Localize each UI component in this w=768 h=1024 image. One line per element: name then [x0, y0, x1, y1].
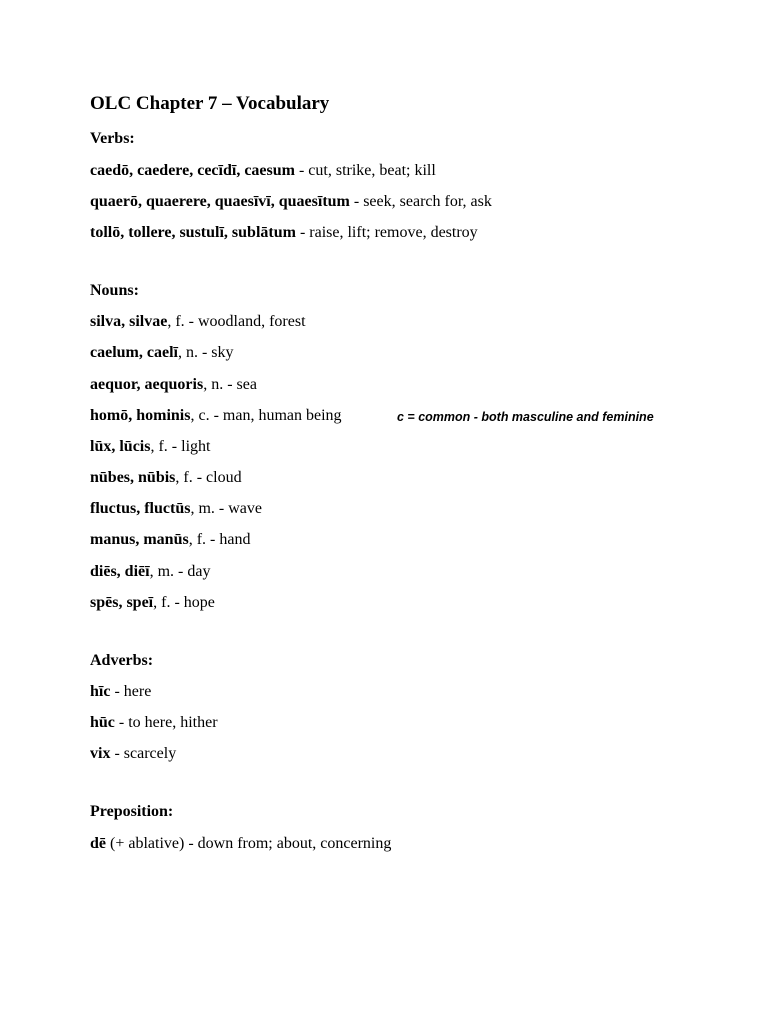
vocab-entry — [90, 530, 250, 550]
vocab-definition: , m. - day — [149, 563, 211, 580]
vocab-entry — [90, 312, 306, 332]
vocab-definition: - scarcely — [110, 745, 177, 762]
vocab-entry — [90, 593, 215, 613]
vocab-entry — [90, 343, 234, 363]
adverbs-heading: Adverbs: — [90, 652, 154, 669]
preposition-heading: Preposition: — [90, 803, 174, 820]
vocab-definition: (+ ablative) - down from; about, concerning — [106, 835, 392, 852]
verbs-heading: Verbs: — [90, 130, 135, 147]
vocab-term: caedō, caedere, cecīdī, caesum — [90, 162, 295, 179]
vocab-term: hīc — [90, 683, 111, 700]
nouns-heading: Nouns: — [90, 282, 139, 299]
vocab-term: spēs, speī — [90, 594, 154, 611]
vocab-definition: - seek, search for, ask — [349, 193, 492, 210]
vocab-entry — [90, 713, 218, 733]
vocab-entry — [90, 192, 492, 212]
page-title: OLC Chapter 7 – Vocabulary — [90, 93, 330, 114]
vocab-term: silva, silvae — [90, 313, 168, 330]
vocab-definition: , m. - wave — [190, 500, 262, 517]
vocab-term: tollō, tollere, sustulī, sublātum — [90, 224, 296, 241]
vocab-definition: , n. - sea — [203, 376, 257, 393]
vocab-entry — [90, 562, 210, 582]
vocab-entry — [90, 437, 210, 457]
vocab-entry — [90, 223, 478, 243]
vocab-definition: - here — [110, 683, 152, 700]
vocab-term: diēs, diēī — [90, 563, 150, 580]
vocab-entry — [90, 834, 391, 854]
vocab-definition: , c. - man, human being — [190, 407, 342, 424]
gender-note: c = common - both masculine and feminine — [397, 410, 654, 424]
vocab-term: homō, hominis — [90, 407, 191, 424]
vocab-term: fluctus, fluctūs — [90, 500, 191, 517]
vocab-term: hūc — [90, 714, 115, 731]
vocab-term: caelum, caelī — [90, 344, 178, 361]
vocab-term: vix — [90, 745, 111, 762]
vocab-definition: - cut, strike, beat; kill — [294, 162, 436, 179]
vocab-term: quaerō, quaerere, quaesīvī, quaesītum — [90, 193, 350, 210]
vocab-definition: , f. - hand — [188, 531, 251, 548]
vocab-entry — [90, 499, 262, 519]
vocab-definition: - to here, hither — [114, 714, 218, 731]
vocab-term: lūx, lūcis — [90, 438, 151, 455]
vocab-definition: , f. - hope — [153, 594, 215, 611]
vocab-entry — [90, 468, 242, 488]
vocab-definition: , f. - cloud — [175, 469, 242, 486]
vocab-definition: , n. - sky — [177, 344, 234, 361]
vocab-term: dē — [90, 835, 106, 852]
vocab-entry — [90, 744, 176, 764]
vocab-definition: , f. - woodland, forest — [167, 313, 306, 330]
vocab-entry — [90, 406, 654, 426]
vocab-term: aequor, aequoris — [90, 376, 204, 393]
vocab-entry — [90, 161, 436, 181]
vocab-definition: - raise, lift; remove, destroy — [295, 224, 478, 241]
vocab-term: nūbes, nūbis — [90, 469, 176, 486]
vocab-definition: , f. - light — [150, 438, 211, 455]
vocab-entry — [90, 682, 151, 702]
vocab-term: manus, manūs — [90, 531, 189, 548]
vocab-entry — [90, 375, 257, 395]
